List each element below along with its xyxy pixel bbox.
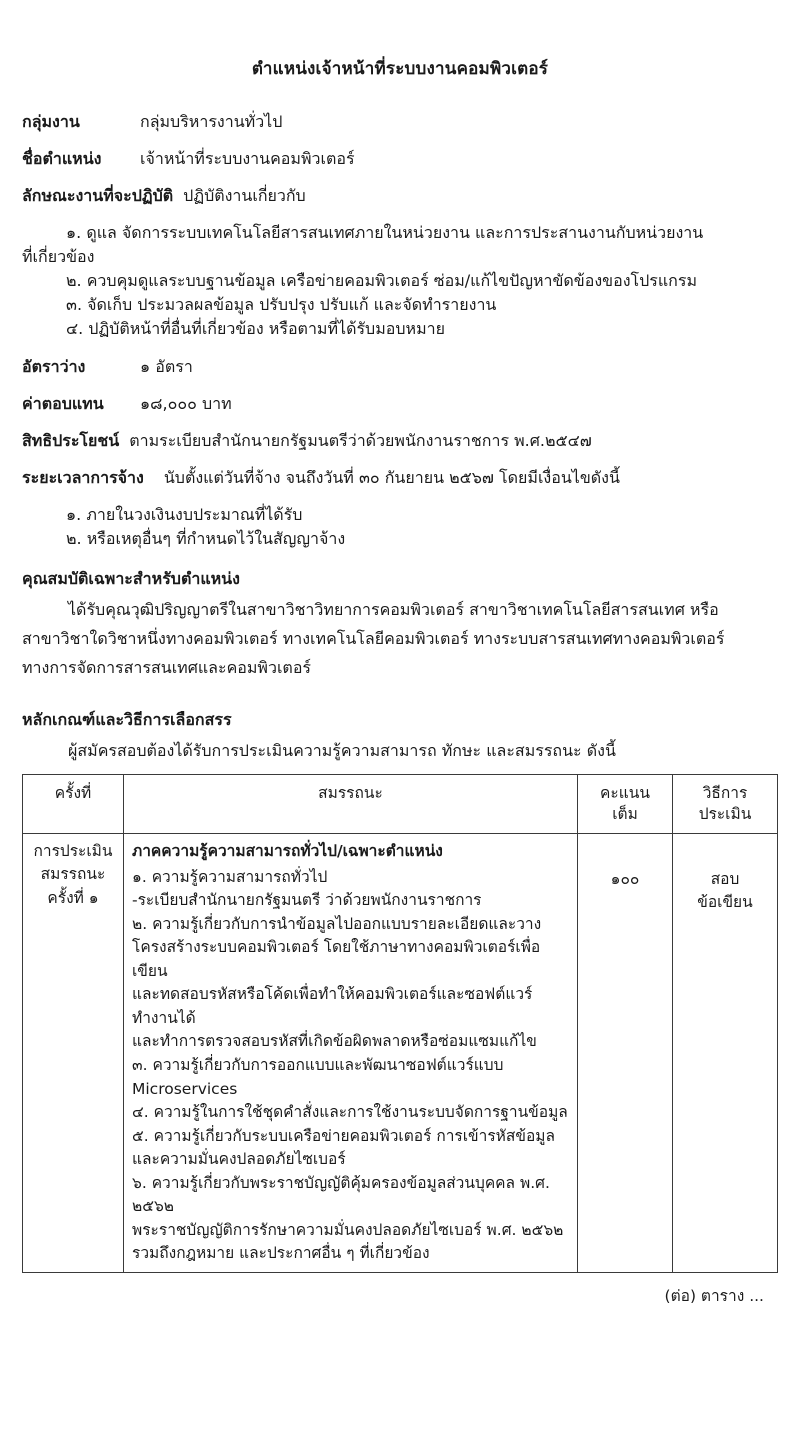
cell-competency [124,834,578,1273]
duration-item: ๒. หรือเหตุอื่นๆ ที่กำหนดไว้ในสัญญาจ้าง [66,529,346,548]
field-position-value: เจ้าหน้าที่ระบบงานคอมพิวเตอร์ [140,149,355,168]
field-benefit [22,429,778,454]
competency-line: และความมั่นคงปลอดภัยไซเบอร์ [132,1150,346,1169]
duration-item: ๑. ภายในวงเงินงบประมาณที่ได้รับ [66,505,303,524]
field-group-value: กลุ่มบริหารงานทั่วไป [140,112,283,131]
field-benefit-label: สิทธิประโยชน์ [22,431,120,450]
duties-item: ๓. จัดเก็บ ประมวลผลข้อมูล ปรับปรุง ปรับแก้ และจัดทำรายงาน [66,295,497,314]
qualification-line: ทางการจัดการสารสนเทศและคอมพิวเตอร์ [22,657,312,677]
qualification-heading: คุณสมบัติเฉพาะสำหรับตำแหน่ง [22,569,240,588]
continuation-note: (ต่อ) ตาราง ... [664,1286,764,1305]
competency-line: ๒. ความรู้เกี่ยวกับการนำข้อมูลไปออกแบบรายละเอียดและวาง [132,914,542,933]
field-salary-label: ค่าตอบแทน [22,394,104,413]
table-row [23,834,778,1273]
round-line1: การประเมิน [33,842,113,861]
field-benefit-value: ตามระเบียบสำนักนายกรัฐมนตรีว่าด้วยพนักงานราชการ พ.ศ.๒๕๔๗ [129,431,592,450]
competency-line: รวมถึงกฎหมาย และประกาศอื่น ๆ ที่เกี่ยวข้อง [132,1244,430,1263]
field-duties-label: ลักษณะงานที่จะปฏิบัติ [22,186,174,205]
competency-line: -ระเบียบสำนักนายกรัฐมนตรี ว่าด้วยพนักงานราชการ [132,891,482,910]
header-score-line2: เต็ม [612,805,638,824]
duties-item: ที่เกี่ยวข้อง [22,247,95,266]
competency-line: ๓. ความรู้เกี่ยวกับการออกแบบและพัฒนาซอฟต์แวร์แบบ Microservices [132,1055,504,1098]
table-header-row [23,775,778,834]
competency-line: ๕. ความรู้เกี่ยวกับระบบเครือข่ายคอมพิวเตอร์ การเข้ารหัสข้อมูล [132,1126,555,1145]
competency-line: ๔. ความรู้ในการใช้ชุดคำสั่งและการใช้งานระบบจัดการฐานข้อมูล [132,1103,568,1122]
competency-line: และทำการตรวจสอบรหัสที่เกิดข้อผิดพลาดหรือซ่อมแซมแก้ไข [132,1032,537,1051]
competency-title: ภาคความรู้ความสามารถทั่วไป/เฉพาะตำแหน่ง [132,842,443,861]
field-duties [22,184,778,209]
method-line2: ข้อเขียน [697,893,753,912]
duties-item: ๑. ดูแล จัดการระบบเทคโนโลยีสารสนเทศภายในหน่วยงาน และการประสานงานกับหน่วยงาน [66,223,704,242]
header-score-line1: คะแนน [600,784,650,803]
duration-list [22,503,778,551]
competency-line: พระราชบัญญัติการรักษาความมั่นคงปลอดภัยไซเบอร์ พ.ศ. ๒๕๖๒ [132,1220,564,1239]
header-method-line1: วิธีการ [702,784,748,803]
method-line1: สอบ [710,870,740,889]
field-duration-value: นับตั้งแต่วันที่จ้าง จนถึงวันที่ ๓๐ กันยายน ๒๕๖๗ โดยมีเงื่อนไขดังนี้ [163,468,620,487]
field-position-label: ชื่อตำแหน่ง [22,149,102,168]
duties-item: ๒. ควบคุมดูแลระบบฐานข้อมูล เครือข่ายคอมพิวเตอร์ ซ่อม/แก้ไขปัญหาขัดข้องของโปรแกรม [66,271,698,290]
round-line2: สมรรถนะ [40,865,106,884]
competency-line: ๖. ความรู้เกี่ยวกับพระราชบัญญัติคุ้มครองข้อมูลส่วนบุคคล พ.ศ. ๒๕๖๒ [132,1173,550,1216]
qualification-line: สาขาวิชาใดวิชาหนึ่งทางคอมพิวเตอร์ ทางเทคโนโลยีคอมพิวเตอร์ ทางระบบสารสนเทศทางคอมพิวเตอร์ [22,628,725,648]
field-duration [22,466,778,491]
page-title: ตำแหน่งเจ้าหน้าที่ระบบงานคอมพิวเตอร์ [251,59,549,79]
competency-line: โครงสร้างระบบคอมพิวเตอร์ โดยใช้ภาษาทางคอมพิวเตอร์เพื่อเขียน [132,938,541,980]
field-salary-value: ๑๘,๐๐๐ บาท [140,394,232,413]
cell-round [23,834,124,1273]
selection-intro: ผู้สมัครสอบต้องได้รับการประเมินความรู้ความสามารถ ทักษะ และสมรรถนะ ดังนี้ [68,741,616,761]
field-vacancy-value: ๑ อัตรา [140,357,193,376]
header-competency: สมรรถนะ [124,775,578,834]
selection-heading: หลักเกณฑ์และวิธีการเลือกสรร [22,710,232,730]
field-group [22,110,778,135]
field-position [22,147,778,172]
qualification-line: ได้รับคุณวุฒิปริญญาตรีในสาขาวิชาวิทยาการคอมพิวเตอร์ สาขาวิชาเทคโนโลยีสารสนเทศ หรือ [68,600,719,619]
field-duration-label: ระยะเวลาการจ้าง [22,468,144,487]
cell-score [578,834,673,1273]
header-method-line2: ประเมิน [698,805,752,824]
header-score [578,775,673,834]
header-round: ครั้งที่ [23,775,124,834]
field-vacancy [22,355,778,380]
competency-line: ๑. ความรู้ความสามารถทั่วไป [132,867,328,886]
field-group-label: กลุ่มงาน [22,112,80,131]
competency-line: และทดสอบรหัสหรือโค้ดเพื่อทำให้คอมพิวเตอร์และซอฟต์แวร์ทำงานได้ [132,985,533,1027]
duties-item: ๔. ปฏิบัติหน้าที่อื่นที่เกี่ยวข้อง หรือตามที่ได้รับมอบหมาย [66,319,445,338]
cell-method [673,834,778,1273]
duties-list [22,221,778,341]
round-line3: ครั้งที่ ๑ [47,888,99,907]
field-vacancy-label: อัตราว่าง [22,357,86,376]
field-salary [22,392,778,417]
header-method [673,775,778,834]
score-value: ๑๐๐ [610,870,640,889]
field-duties-value: ปฏิบัติงานเกี่ยวกับ [183,186,306,205]
criteria-table [22,774,778,1273]
